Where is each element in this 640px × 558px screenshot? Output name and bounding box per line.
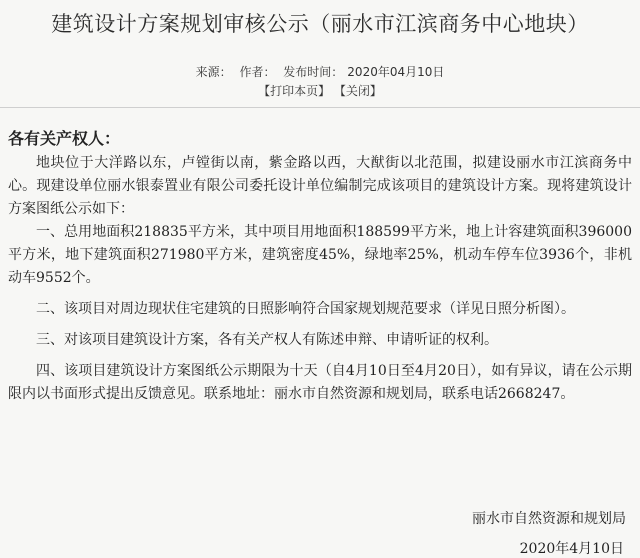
signature-date: 2020年4月10日 — [519, 541, 624, 557]
paragraph-item-1: 一、总用地面积218835平方米，其中项目用地面积188599平方米，地上计容建筑面积396000平方米，地下建筑面积271980平方米，建筑密度45%，绿地率25%，机动车停车位3936个，非机动车9552个。 — [8, 224, 632, 286]
print-page-link[interactable]: 【打印本页】 — [258, 84, 331, 98]
paragraph-item-4: 四、该项目建筑设计方案图纸公示期限为十天（自4月10日至4月20日），如有异议，请在公示期限内以书面形式提出反馈意见。联系地址：丽水市自然资源和规划局，联系电话2668247。 — [8, 363, 632, 402]
paragraph-item-2: 二、该项目对周边现状住宅建筑的日照影响符合国家规划规范要求（详见日照分析图）。 — [36, 301, 575, 317]
divider — [0, 107, 640, 108]
paragraph-item-3: 三、对该项目建筑设计方案，各有关产权人有陈述申辩、申请听证的权利。 — [36, 332, 498, 348]
publish-label: 发布时间： — [283, 65, 344, 79]
article-actions — [0, 82, 640, 99]
paragraph-intro: 地块位于大洋路以东，卢镗街以南，紫金路以西，大猷街以北范围，拟建设丽水市江滨商务中心。现建设单位丽水银泰置业有限公司委托设计单位编制完成该项目的建筑设计方案。现将建筑设计方案图纸公示如下： — [8, 155, 632, 217]
close-page-link[interactable]: 【关闭】 — [333, 84, 382, 98]
article-body — [8, 152, 632, 406]
salutation: 各有关产权人： — [8, 129, 121, 148]
signature-organization: 丽水市自然资源和规划局 — [472, 511, 626, 527]
page-title: 建筑设计方案规划审核公示（丽水市江滨商务中心地块） — [51, 12, 589, 36]
publish-date: 2020年04月10日 — [347, 65, 445, 79]
author-label: 作者： — [239, 65, 276, 79]
source-label: 来源： — [195, 65, 232, 79]
article-meta — [0, 63, 640, 80]
